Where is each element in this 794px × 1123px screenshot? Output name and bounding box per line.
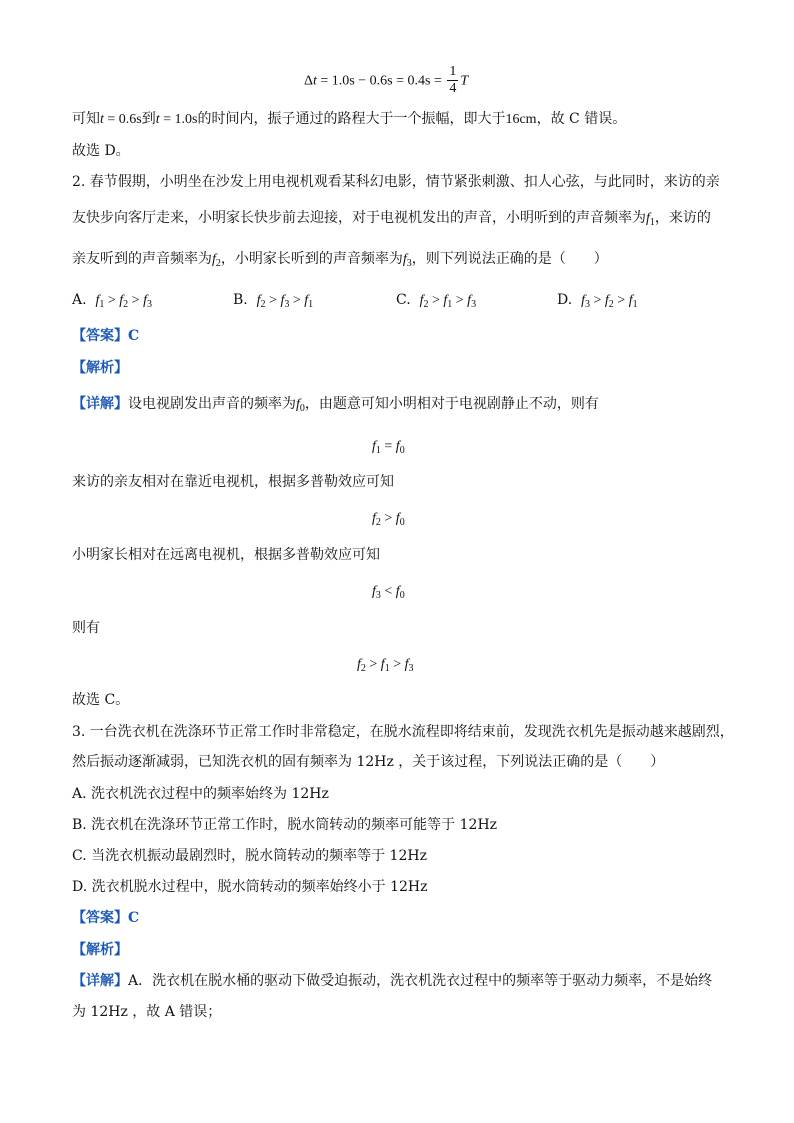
equation-f2-gt-f0: $f_2 > f_0$ xyxy=(372,511,405,528)
q2-option-c: C. $f_2 > f_1 > f_3$ xyxy=(396,292,477,310)
q2-option-d: D. $f_3 > f_2 > f_1$ xyxy=(557,292,638,310)
q2-then-line: 则有 xyxy=(72,620,100,636)
equation-f1-equals-f0: $f_1 = f_0$ xyxy=(372,439,405,456)
q2-answer: 【答案】C xyxy=(72,328,140,344)
q3-option-a: A. 洗衣机洗衣过程中的频率始终为 12Hz xyxy=(72,786,329,802)
q3-option-b: B. 洗衣机在洗涤环节正常工作时，脱水筒转动的频率可能等于 12Hz xyxy=(72,817,498,833)
q1-conclusion-line: 可知t = 0.6s到t = 1.0s的时间内，振子通过的路程大于一个振幅，即大于16cm，故 C 错误。 xyxy=(72,111,627,127)
q3-answer: 【答案】C xyxy=(72,910,140,926)
equation-delta-t: Δt = 1.0s − 0.6s = 0.4s = $\frac{1}{4}$ T xyxy=(304,64,469,96)
q1-choice: 故选 D。 xyxy=(72,143,130,159)
q3-stem-line-2: 然后振动逐渐减弱，已知洗衣机的固有频率为 12Hz ，关于该过程，下列说法正确的是（ ） xyxy=(72,754,665,770)
q2-option-b: B. $f_2 > f_3 > f_1$ xyxy=(233,292,314,310)
q2-stem-line-1: 2. 春节假期，小明坐在沙发上用电视机观看某科幻电影，情节紧张刺激、扣人心弦，与此同时，来访的亲 xyxy=(72,174,720,190)
q2-stem-line-2: 友快步向客厅走来，小明家长快步前去迎接，对于电视机发出的声音，小明听到的声音频率为$f_1$，来访的 xyxy=(72,210,711,228)
q3-stem-line-1: 3. 一台洗衣机在洗涤环节正常工作时非常稳定，在脱水流程即将结束前，发现洗衣机先是振动越来越剧烈， xyxy=(72,724,734,740)
q3-option-c: C. 当洗衣机振动最剧烈时，脱水筒转动的频率等于 12Hz xyxy=(72,848,427,864)
fraction-one-quarter: $\frac{1}{4}$ xyxy=(449,64,457,96)
equation-f2-gt-f1-gt-f3: $f_2 > f_1 > f_3$ xyxy=(357,657,414,674)
q2-option-a: A. $f_1 > f_2 > f_3$ xyxy=(72,292,152,310)
q2-analysis-heading: 【解析】 xyxy=(72,360,128,376)
q3-analysis-heading: 【解析】 xyxy=(72,942,128,958)
q2-stem-line-3: 亲友听到的声音频率为$f_2$，小明家长听到的声音频率为$f_3$，则下列说法正确的是（ ） xyxy=(72,251,608,269)
q2-parent-line: 小明家长相对在远离电视机，根据多普勒效应可知 xyxy=(72,547,380,563)
q3-detail-line-2: 为 12Hz ，故 A 错误； xyxy=(72,1004,222,1020)
q3-option-d: D. 洗衣机脱水过程中，脱水筒转动的频率始终小于 12Hz xyxy=(72,879,428,895)
equation-f3-lt-f0: $f_3 < f_0$ xyxy=(372,584,405,601)
q2-visitor-line: 来访的亲友相对在靠近电视机，根据多普勒效应可知 xyxy=(72,474,394,490)
q2-choice: 故选 C。 xyxy=(72,692,130,708)
q2-detail-line: 【详解】设电视剧发出声音的频率为$f_0$，由题意可知小明相对于电视剧静止不动，则有 xyxy=(72,396,599,414)
q3-detail-line-1: 【详解】A．洗衣机在脱水桶的驱动下做受迫振动，洗衣机洗衣过程中的频率等于驱动力频率，不是始终 xyxy=(72,973,713,989)
